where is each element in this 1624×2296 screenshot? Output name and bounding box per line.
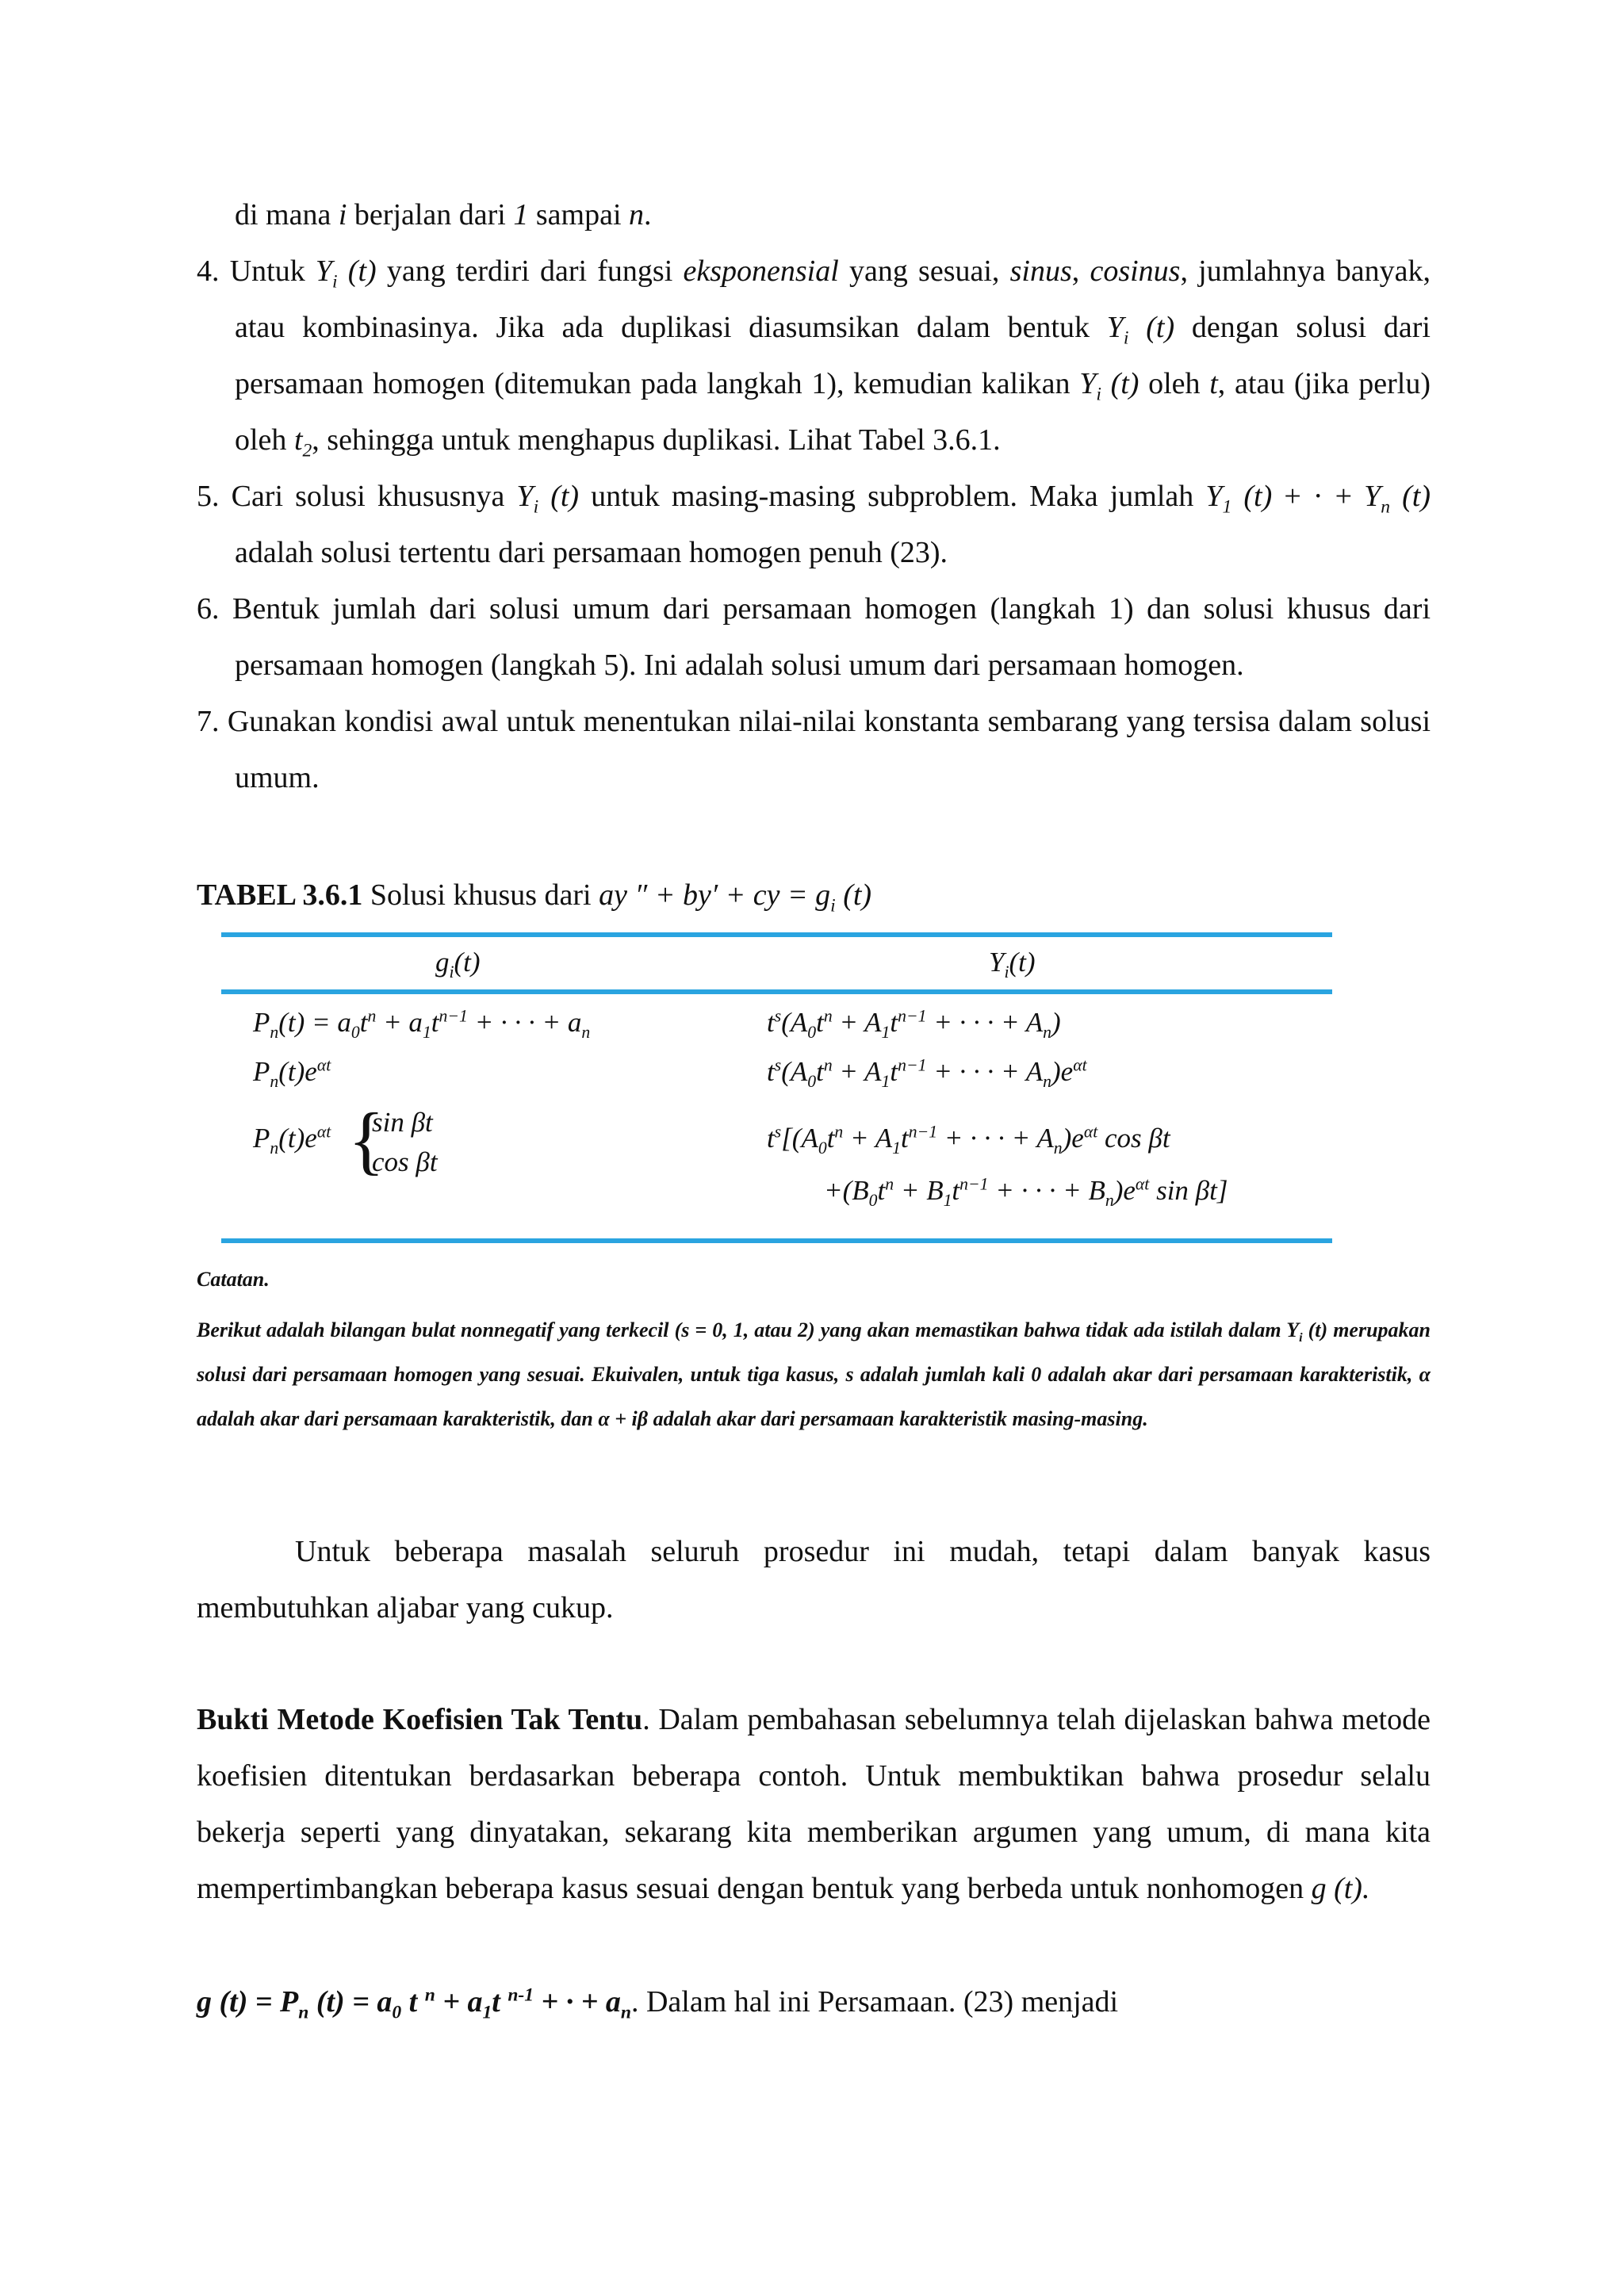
row3-left: $P_n(t)e^{\alpha t}$ (253, 1122, 331, 1158)
step-6: 6. Bentuk jumlah dari solusi umum dari persamaan homogen (langkah 1) dan solusi khusus dari persamaan homogen (langkah 5). Ini adalah solusi umum dari persamaan homogen. (197, 592, 1431, 682)
row1-left: $P_n(t) = a_0t^n + a_1t^{n-1}$ + · · · + $a_n$ (253, 1006, 591, 1042)
header-g: $g_i(t)$ (435, 947, 481, 982)
note-text: Berikut adalah bilangan bulat nonnegatif yang terkecil (s = 0, 1, atau 2) yang akan memastikan bahwa tidak ada istilah dalam $Y_i$ (t) merupakan solusi dari persamaan homogen yang sesuai. Ekuivalen, untuk tiga kasus, s adalah jumlah kali 0 adalah akar dari persamaan karakteristik, α adalah akar dari persamaan karakteristik, dan α + iβ adalah akar dari persamaan karakteristik masing-masing. (197, 1318, 1431, 1430)
solution-table (221, 932, 1332, 1245)
row1-right: $t^s(A_0t^n + A_1t^{n-1}$ + · · · + $A_n$) (767, 1006, 1061, 1042)
row3-opt-sin: sin βt (372, 1107, 433, 1138)
table-header-rule (221, 989, 1332, 994)
table-bottom-rule (221, 1238, 1332, 1243)
table-note (197, 1264, 1431, 1441)
step-4-text: Untuk $Y_i$ (t) yang terdiri dari fungsi eksponensial yang sesuai, sinus, cosinus, jumlahnya banyak, atau kombinasinya. Jika ada duplikasi diasumsikan dalam bentuk $Y_i$ (t) dengan solusi dari persamaan homogen (ditemukan pada langkah 1), kemudian kalikan $Y_i$ (t) oleh t, atau (jika perlu) oleh $t_2$, sehingga untuk menghapus duplikasi. Lihat Tabel 3.6.1. (229, 254, 1431, 461)
row3-opt-cos: cos βt (372, 1146, 438, 1177)
step-4: 4. Untuk $Y_i$ (t) yang terdiri dari fungsi eksponensial yang sesuai, sinus, cosinus, jumlahnya banyak, atau kombinasinya. Jika ada duplikasi diasumsikan dalam bentuk $Y_i$ (t) dengan solusi dari persamaan homogen (ditemukan pada langkah 1), kemudian kalikan $Y_i$ (t) oleh t, atau (jika perlu) oleh $t_2$, sehingga untuk menghapus duplikasi. Lihat Tabel 3.6.1. (197, 254, 1431, 461)
step-5: 5. Cari solusi khususnya $Y_i$ (t) untuk masing-masing subproblem. Maka jumlah $Y_1$ (t) + · + $Y_n$ (t) adalah solusi tertentu dari persamaan homogen penuh (23). (197, 480, 1431, 569)
polynomial-equation: g $(t) = P_n$ $(t) = a_0$ t $^n + a_1t$ $^{n-1}$ + · + $a_n$ (197, 1984, 631, 2023)
paragraph-1: Untuk beberapa masalah seluruh prosedur ini mudah, tetapi dalam banyak kasus membutuhkan aljabar yang cukup. (197, 1535, 1431, 1624)
note-title: Catatan. (197, 1268, 270, 1291)
table-caption: TABEL 3.6.1 Solusi khusus dari ay ″ + by′ + cy = $g_i$ (t) (197, 878, 872, 916)
intro-line: di mana i berjalan dari 1 sampai n. (235, 198, 652, 232)
steps-list (197, 243, 1431, 806)
brace-icon: { (348, 1097, 385, 1182)
header-y: $Y_i(t)$ (989, 947, 1036, 982)
step-6-text: Bentuk jumlah dari solusi umum dari persamaan homogen (langkah 1) dan solusi khusus dari persamaan homogen (langkah 5). Ini adalah solusi umum dari persamaan homogen. (232, 592, 1431, 682)
row3-right-cont: $+(B_0t^n + B_1t^{n-1}$ + · · · + $B_n)e^{\alpha t}$ sin βt] (824, 1174, 1228, 1210)
table-top-rule (221, 932, 1332, 937)
row2-left: $P_n(t)e^{\alpha t}$ (253, 1055, 331, 1091)
row3-right: $t^s[(A_0t^n + A_1t^{n-1}$ + · · · + $A_n)e^{\alpha t}$ cos βt (767, 1122, 1170, 1158)
step-7: 7. Gunakan kondisi awal untuk menentukan nilai-nilai konstanta sembarang yang tersisa dalam solusi umum. (197, 705, 1431, 794)
step-7-text: Gunakan kondisi awal untuk menentukan nilai-nilai konstanta sembarang yang tersisa dalam solusi umum. (227, 705, 1431, 794)
paragraph-2: Bukti Metode Koefisien Tak Tentu. Dalam pembahasan sebelumnya telah dijelaskan bahwa metode koefisien ditentukan berdasarkan beberapa contoh. Untuk membuktikan bahwa prosedur selalu bekerja seperti yang dinyatakan, sekarang kita memberikan argumen yang umum, di mana kita mempertimbangkan beberapa kasus sesuai dengan bentuk yang berbeda untuk nonhomogen g (t). (197, 1703, 1431, 1905)
step-5-text: Cari solusi khususnya $Y_i$ (t) untuk masing-masing subproblem. Maka jumlah $Y_1$ (t) + · + $Y_n$ (t) adalah solusi tertentu dari persamaan homogen penuh (23). (231, 480, 1431, 569)
row2-right: $t^s(A_0t^n + A_1t^{n-1}$ + · · · + $A_n)e^{\alpha t}$ (767, 1055, 1087, 1091)
proof-heading: Bukti Metode Koefisien Tak Tentu (197, 1703, 643, 1736)
equation-line: g $(t) = P_n$ $(t) = a_0$ t $^n + a_1t$ $^{n-1}$ + · + $a_n$. Dalam hal ini Persamaan. (23) menjadi (197, 1984, 1119, 2023)
